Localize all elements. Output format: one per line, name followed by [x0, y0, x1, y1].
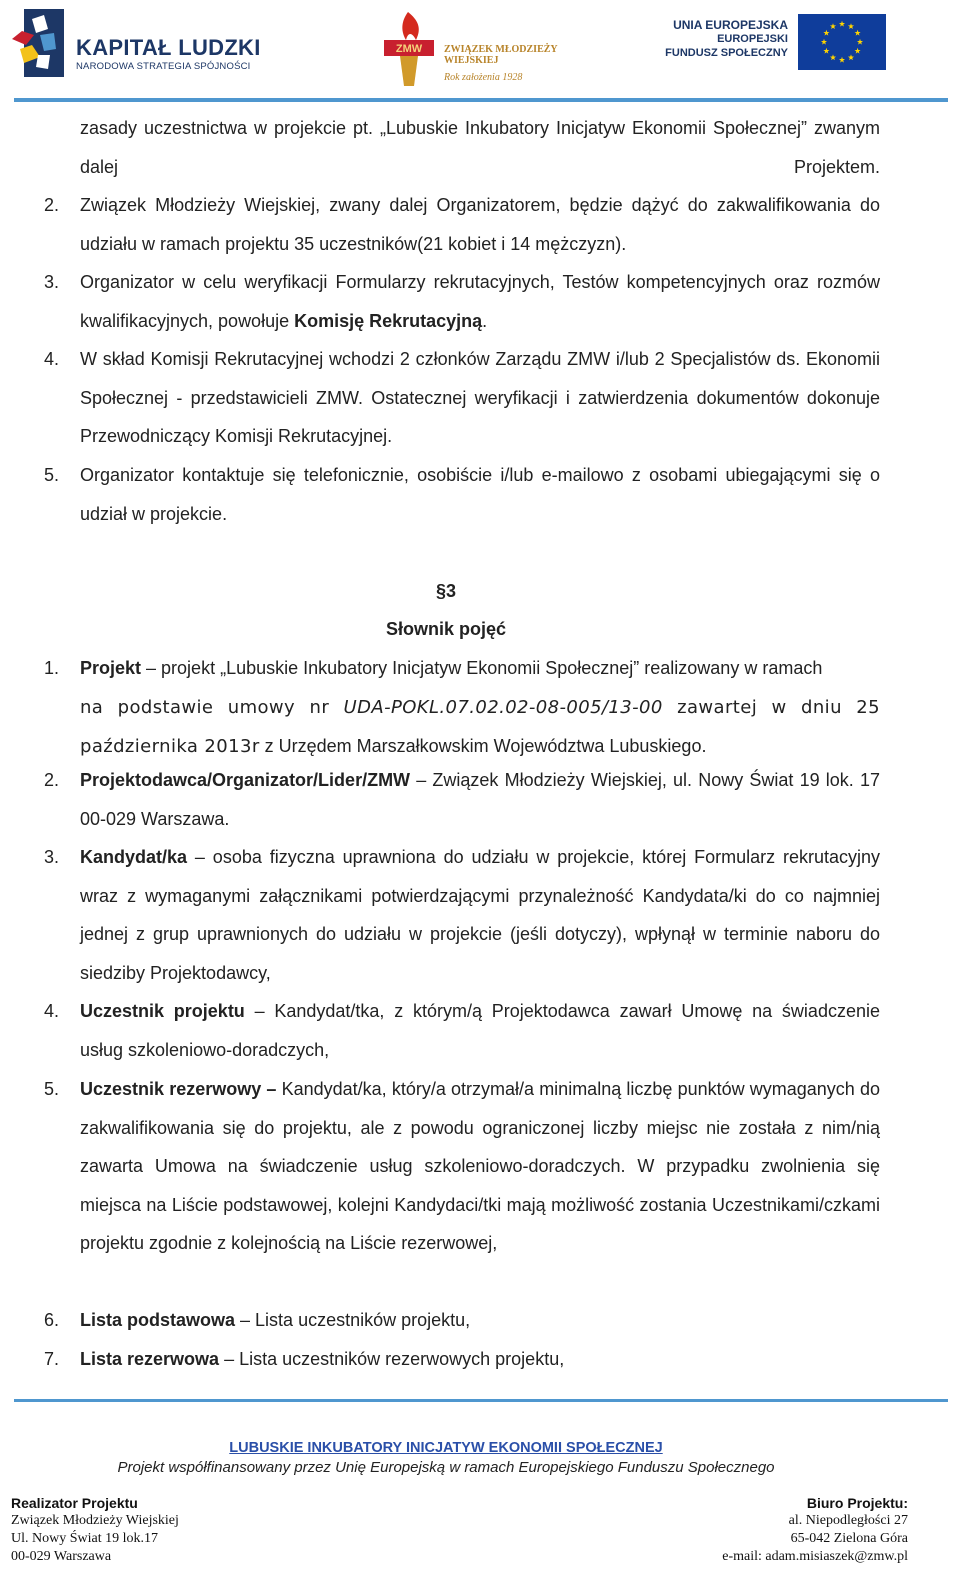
definition-term: Uczestnik projektu — [80, 1001, 245, 1021]
item-number: 2. — [44, 770, 60, 790]
footer-office-email: e-mail: adam.misiaszek@zmw.pl — [722, 1549, 908, 1564]
eu-logo-text — [660, 18, 788, 60]
definition-term: Lista podstawowa — [80, 1310, 236, 1330]
footer-funding-note: Projekt współfinansowany przez Unię Europejską w ramach Europejskiego Funduszu Społecznego — [117, 1459, 775, 1476]
item-number: 3. — [44, 272, 60, 292]
zmw-name-line2: WIEJSKIEJ — [444, 55, 499, 66]
zmw-name — [444, 44, 558, 66]
definition-uczestnik-rezerwowy — [80, 1070, 880, 1263]
footer-realizator-line: 00-029 Warszawa — [11, 1549, 112, 1564]
header-divider — [14, 98, 948, 102]
section-symbol: §3 — [435, 581, 457, 601]
section2-item-3 — [80, 263, 880, 340]
eu-flag-icon — [798, 14, 886, 70]
definition-term: Uczestnik rezerwowy – — [80, 1079, 277, 1099]
page-header — [0, 0, 960, 104]
section-title: Słownik pojęć — [385, 619, 507, 639]
definition-text: – Kandydat/tka, z którym/ą Projektodawca zawarł Umowę na świadczenie usług szkoleniowo-doradczych, — [80, 1001, 880, 1060]
definition-lista-podstawowa — [80, 1301, 880, 1340]
paragraph-continuation: zasady uczestnictwa w projekcie pt. „Lubuskie Inkubatory Inicjatyw Ekonomii Społecznej” zwanym dalej Projektem. — [80, 118, 880, 177]
definition-term: Projektodawca/Organizator/Lider/ZMW — [80, 770, 411, 790]
footer-office-line: al. Niepodległości 27 — [788, 1513, 908, 1528]
contract-number-suffix: 02-08-005/13-00 — [505, 696, 663, 718]
footer-divider — [14, 1399, 948, 1402]
definition-lista-rezerwowa — [80, 1340, 880, 1379]
section2-item-5: Organizator kontaktuje się telefonicznie, osobiście i/lub e-mailowo z osobami ubiegającymi się o udział w projekcie. — [80, 465, 880, 524]
eu-line1: UNIA EUROPEJSKA — [673, 18, 788, 32]
eu-line2: EUROPEJSKI — [717, 33, 788, 45]
definition-text: z Urzędem Marszałkowskim Województwa Lubuskiego. — [259, 736, 707, 757]
item-number: 4. — [44, 349, 60, 369]
footer-office-heading: Biuro Projektu: — [806, 1495, 908, 1511]
definition-text: – osoba fizyczna uprawniona do udziału w projekcie, której Formularz rekrutacyjny wraz z wymaganymi załącznikami potwierdzającymi przynależność Kandydata/ki do co najmniej jednej z grup uprawnionych do udziału w projekcie (jeśli dotyczy), wpłynął w terminie naboru do siedziby Projektodawcy, — [80, 847, 880, 983]
zmw-logo — [378, 10, 568, 90]
contract-number: UDA-POKL.07.02. — [343, 696, 506, 718]
kapital-ludzki-title: KAPITAŁ LUDZKI — [76, 35, 261, 60]
footer-realizator-line: Ul. Nowy Świat 19 lok.17 — [11, 1531, 158, 1546]
kapital-ludzki-emblem-icon — [10, 5, 66, 81]
footer-office — [722, 1494, 908, 1566]
footer-realizator-heading: Realizator Projektu — [11, 1495, 138, 1511]
footer-project-title: LUBUSKIE INKUBATORY INICJATYW EKONOMII SPOŁECZNEJ — [229, 1440, 663, 1456]
definition-projektodawca — [80, 761, 880, 838]
item-number: 5. — [44, 1079, 60, 1099]
eu-line3: FUNDUSZ SPOŁECZNY — [665, 47, 788, 59]
definition-term: Kandydat/ka — [80, 847, 188, 867]
eu-logo — [660, 14, 890, 74]
definition-text: – projekt „Lubuskie Inkubatory Inicjatyw Ekonomii Społecznej” realizowany w ramach — [141, 658, 823, 678]
footer-realizator-line: Związek Młodzieży Wiejskiej — [11, 1513, 179, 1528]
item-bold-text: Komisję Rekrutacyjną — [294, 310, 483, 331]
item-number: 1. — [44, 658, 60, 678]
item-text: Organizator w celu weryfikacji Formularzy rekrutacyjnych, Testów kompetencyjnych oraz rozmów kwalifikacyjnych, powołuje — [80, 272, 880, 331]
item-text-after: . — [482, 310, 488, 331]
footer-realizator — [11, 1494, 179, 1566]
item-number: 6. — [44, 1310, 60, 1330]
section2-item-2: Związek Młodzieży Wiejskiej, zwany dalej Organizatorem, będzie dążyć do zakwalifikowania do udziału w ramach projektu 35 uczestników(21 kobiet i 14 mężczyzn). — [80, 195, 880, 254]
item-number: 3. — [44, 847, 60, 867]
definition-text: – Związek Młodzieży Wiejskiej, ul. Nowy Świat 19 lok. 17 00-029 Warszawa. — [80, 770, 880, 829]
footer-office-line: 65-042 Zielona Góra — [790, 1531, 908, 1546]
definition-text: zawartej w dniu 25 października 2013r — [80, 696, 880, 758]
definition-text: Kandydat/ka, który/a otrzymał/a minimalną liczbę punktów wymaganych do zakwalifikowania się do projektu, ale z powodu ograniczonej liczby miejsc nie została z nim/nią zawarta Umowa na świadczenie usług szkoleniowo-doradczych. W przypadku zwolnienia się miejsca na Liście podstawowej, kolejni Kandydaci/tki mają możliwość zostania Uczestnikami/czkami projektu zgodnie z kolejnością na Liście rezerwowej, — [80, 1079, 881, 1254]
definition-kandydat — [80, 838, 880, 992]
kapital-ludzki-logo — [10, 5, 270, 85]
kapital-ludzki-subtitle: NARODOWA STRATEGIA SPÓJNOŚCI — [76, 61, 251, 72]
definition-text: na podstawie umowy nr — [80, 696, 344, 718]
definition-term: Projekt — [80, 658, 142, 678]
item-number: 7. — [44, 1349, 60, 1369]
zmw-name-line1: ZWIĄZEK MŁODZIEŻY — [444, 44, 558, 55]
definition-uczestnik-projektu — [80, 992, 880, 1069]
item-number: 5. — [44, 465, 60, 485]
zmw-torch-emblem-icon — [378, 10, 440, 88]
zmw-founded: Rok założenia 1928 — [444, 72, 523, 83]
zmw-emblem-text: ZMW — [395, 43, 423, 55]
section2-item-4: W skład Komisji Rekrutacyjnej wchodzi 2 członków Zarządu ZMW i/lub 2 Specjalistów ds. Ekonomii Społecznej - przedstawicieli ZMW. Ostatecznej weryfikacji i zatwierdzenia dokumentów dokonuje Przewodniczący Komisji Rekrutacyjnej. — [80, 349, 880, 447]
definition-projekt — [80, 649, 880, 767]
definition-text: – Lista uczestników rezerwowych projektu, — [219, 1349, 565, 1369]
item-number: 2. — [44, 195, 60, 215]
definition-term: Lista rezerwowa — [80, 1349, 220, 1369]
definition-text: – Lista uczestników projektu, — [235, 1310, 471, 1330]
item-number: 4. — [44, 1001, 60, 1021]
